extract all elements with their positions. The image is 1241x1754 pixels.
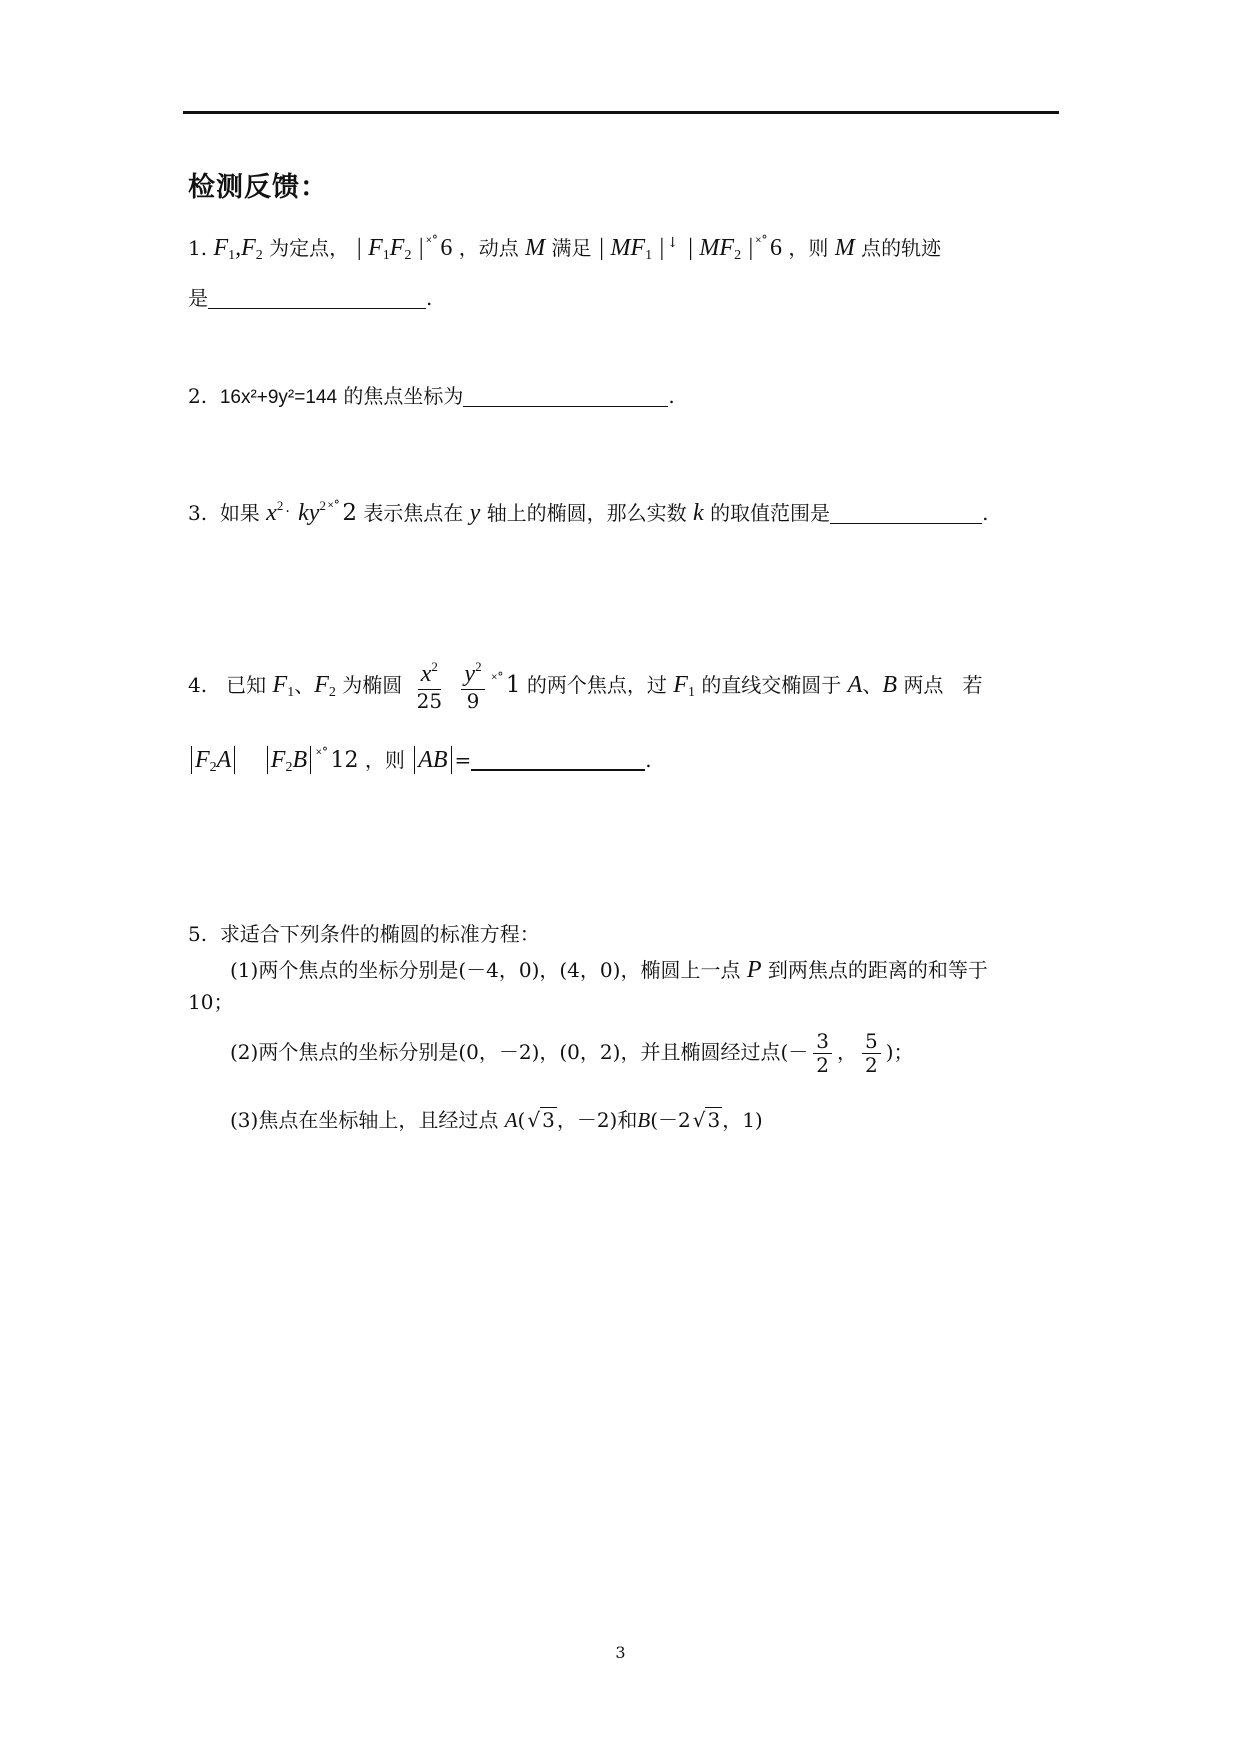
q5-part-1-cont: 10； [188, 990, 234, 1014]
answer-blank-3[interactable] [830, 503, 982, 524]
page-number: 3 [615, 1643, 626, 1662]
math-ky2: $ky^2$ [298, 498, 326, 526]
question-2: 2. 16x²+9y²=144 的焦点坐标为 . [188, 384, 675, 408]
q5-part-3: (3)焦点在坐标轴上，且经过点 A( √ 3 ，－2)和B(－2 √ 3 ，1) [230, 1108, 763, 1132]
question-4: 4. 已知 $F_1$、$F_2$ 为椭圆 $\frac{x^2}{25}$ $\frac{y^2}{9}$ ˟˚1 的两个焦点，过 $F_1$ 的直线交椭圆于 A、B 两点 若 [188, 659, 983, 713]
math-x2: $x^2$ [266, 498, 284, 526]
q5-part-2: (2)两个焦点的坐标分别是(0，－2)，(0，2)，并且椭圆经过点(－ $\frac{3}{2}$ ， $\frac{5}{2}$ )； [230, 1029, 914, 1077]
question-1-cont: 是 . [188, 286, 433, 310]
broken-equals-glyph: ˟˚ [316, 747, 329, 763]
math-f2b: $F_2B$ [270, 747, 308, 775]
question-5: 5. 求适合下列条件的椭圆的标准方程： [188, 922, 540, 946]
broken-equals-glyph: ˟˚ [426, 235, 439, 251]
broken-equals-glyph: ˟˚ [755, 235, 769, 251]
sqrt-3: √ 3 [527, 1108, 555, 1132]
sqrt-3: √ 3 [692, 1108, 721, 1132]
q5-part-1: (1)两个焦点的坐标分别是(－4，0)，(4，0)，椭圆上一点 P 到两焦点的距离的和等于 [230, 957, 988, 983]
section-heading: 检测反馈： [188, 172, 328, 203]
math-ab: AB [418, 747, 448, 773]
equation: 16x²+9y²=144 [219, 387, 338, 408]
question-4-cont: $F_2A$ $F_2B$ ˟˚12 ，则 AB = . [188, 746, 652, 775]
math-f2a: $F_2A$ [195, 747, 232, 775]
broken-equals-glyph: ˟˚ [327, 500, 341, 516]
fraction-y2-over-9: $\frac{y^2}{9}$ [461, 660, 484, 713]
fraction-x2-over-25: $\frac{x^2}{25}$ [416, 659, 443, 713]
math-abs-mf2: | $MF_2$ | [686, 235, 754, 263]
question-3: 3. 如果 $x^2$ . $ky^2$ ˟˚2 表示焦点在 y 轴上的椭圆，那么实数 k 的取值范围是 . [188, 498, 989, 526]
answer-blank-2[interactable] [463, 386, 668, 407]
math-f1f2: $F_1,F_2$ [213, 235, 263, 263]
broken-plus-glyph: ↓ [666, 235, 679, 251]
fraction-3-over-2: $\frac{3}{2}$ [813, 1030, 832, 1077]
header-rule [183, 111, 1059, 114]
answer-blank-4[interactable] [471, 749, 645, 771]
question-1: 1. $F_1,F_2$ 为定点， | $F_1F_2$ | ˟˚6 ，动点 M 满足 | $MF_1$ | ↓ | $MF_2$ | ˟˚6 ，则 M 点的轨迹 [188, 235, 942, 263]
broken-equals-glyph: ˟˚ [491, 671, 504, 688]
answer-blank-1[interactable] [208, 288, 426, 309]
math-abs-mf1: | $MF_1$ | [597, 235, 665, 263]
math-abs-f1f2: | $F_1F_2$ | [355, 235, 425, 263]
fraction-5-over-2: $\frac{5}{2}$ [862, 1030, 881, 1077]
